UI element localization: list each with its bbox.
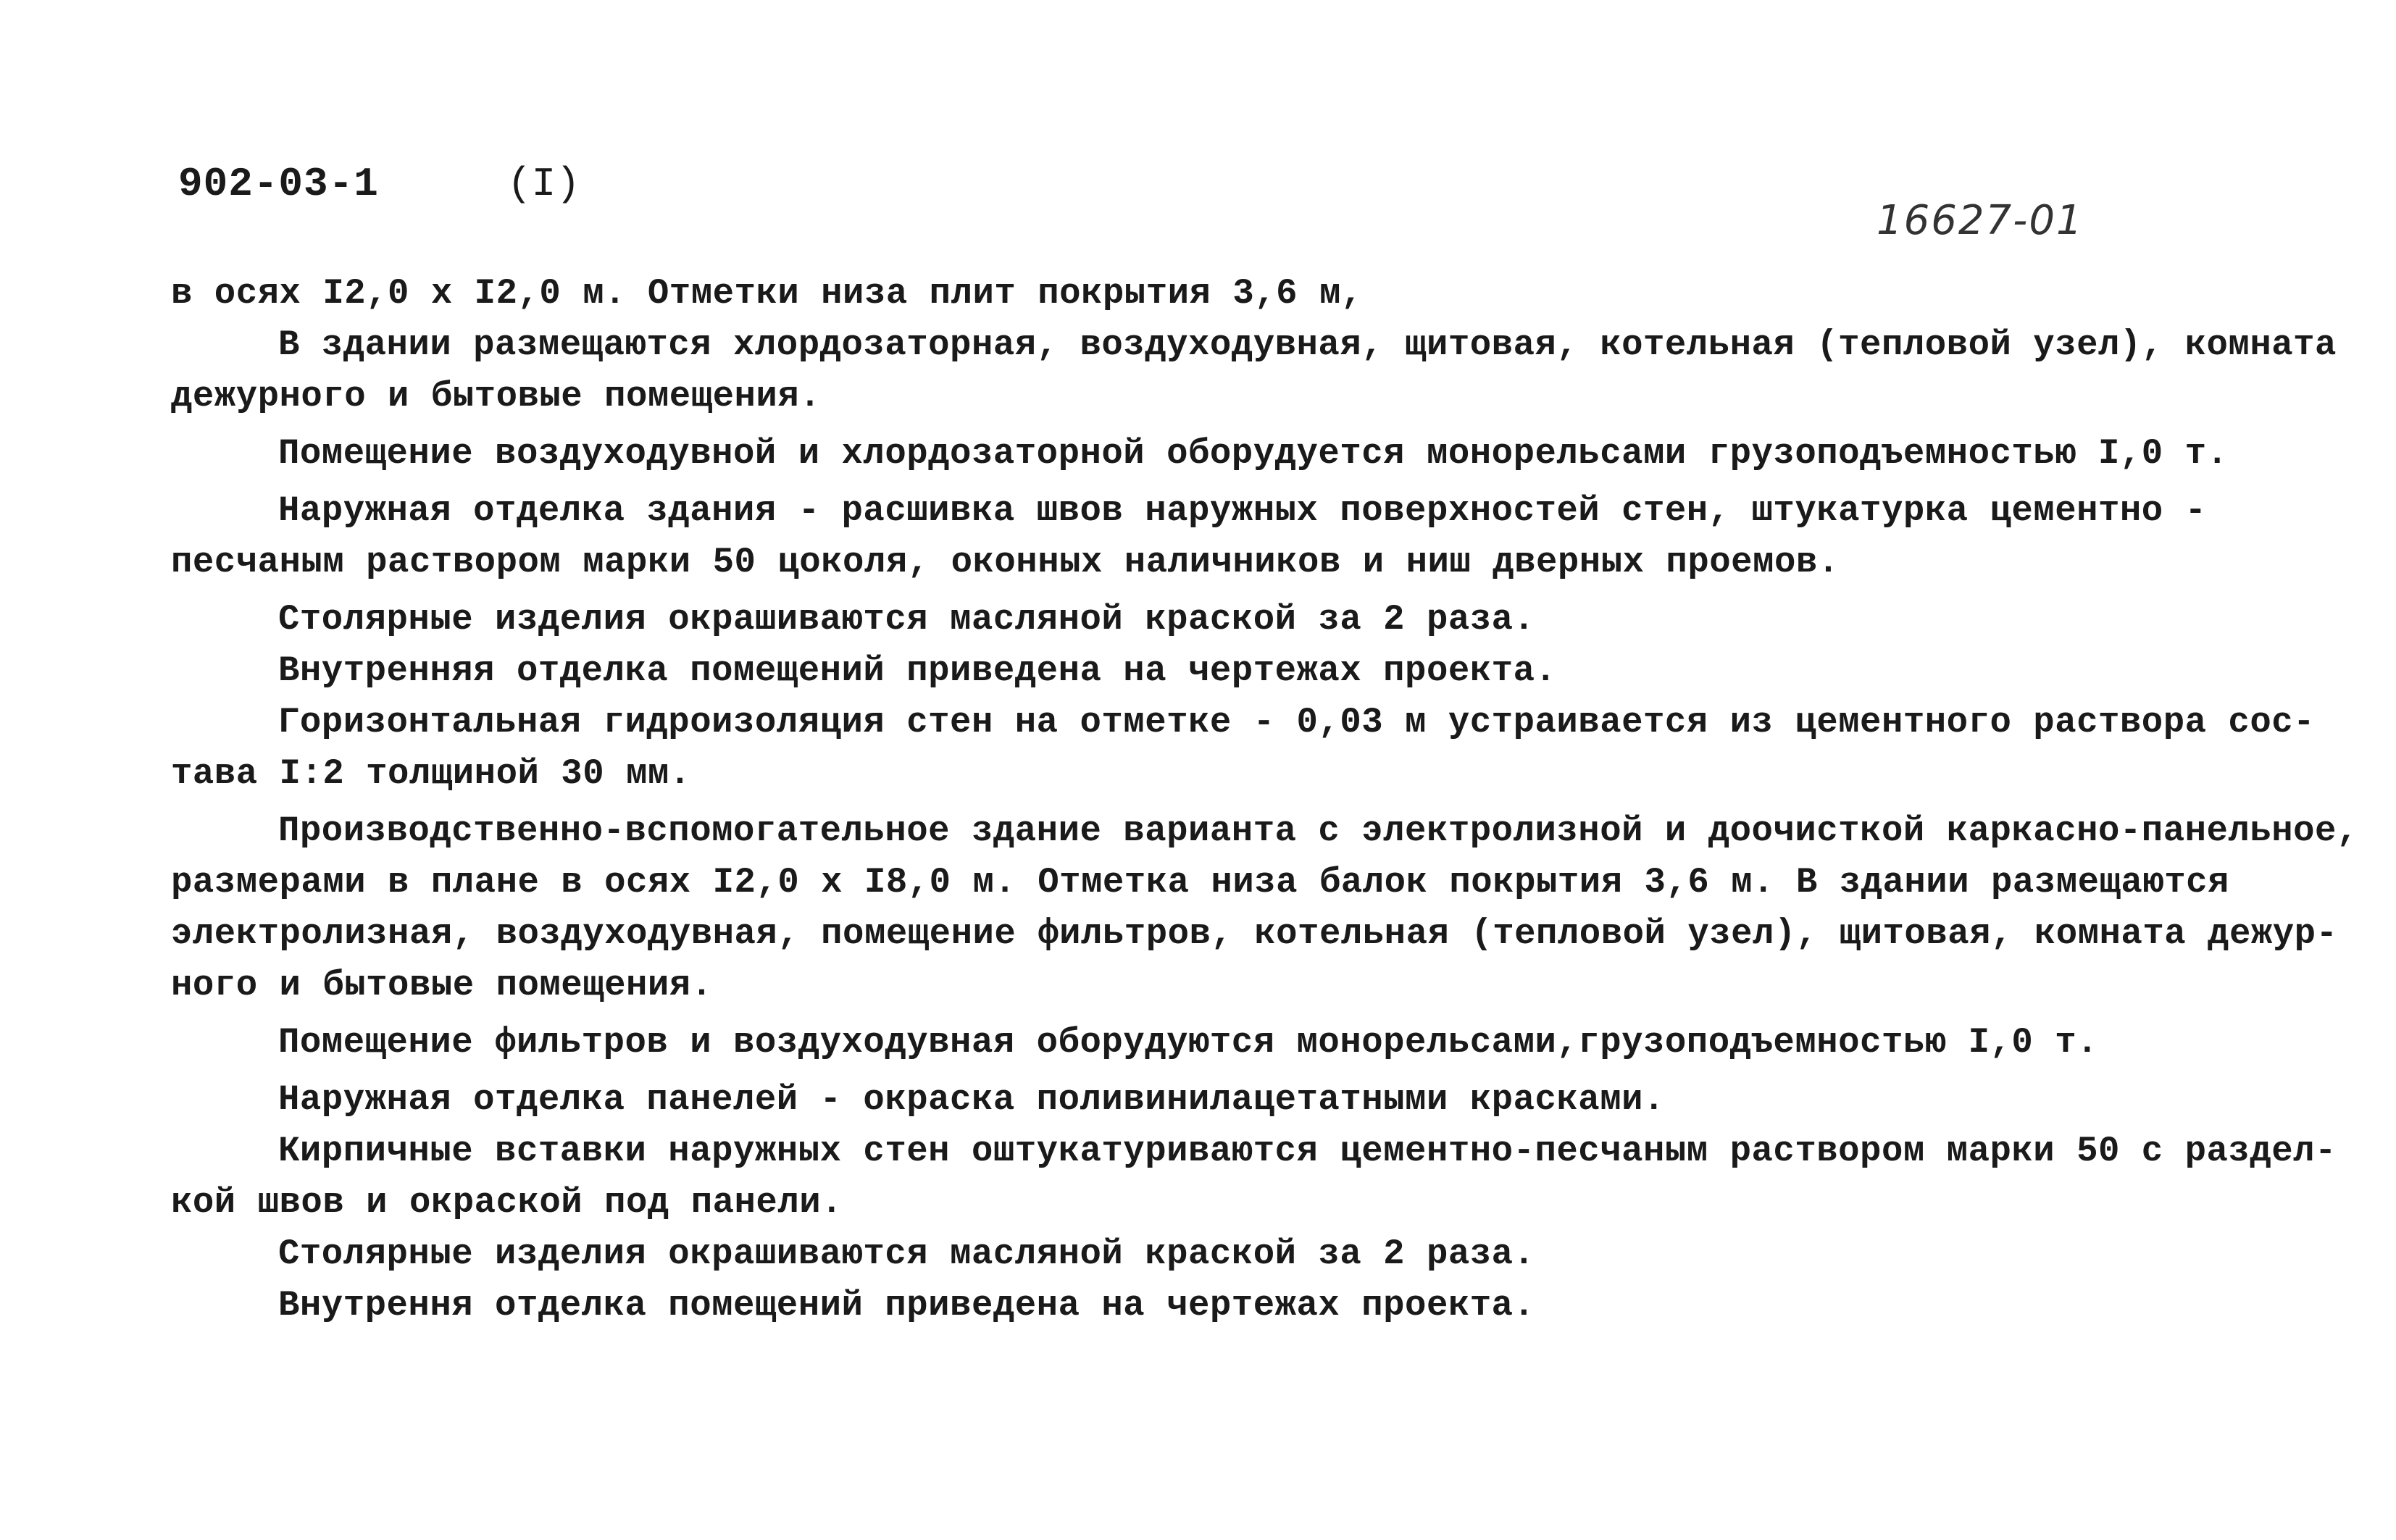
text-line: Внутренняя отделка помещений приведена на чертежах проекта.: [278, 650, 1557, 691]
text-line: электролизная, воздуходувная, помещение фильтров, котельная (тепловой узел), щитовая, комната дежур-: [171, 913, 2338, 954]
document-code: 902-03-1: [178, 161, 379, 207]
text-line: кой швов и окраской под панели.: [171, 1182, 843, 1223]
text-line: Наружная отделка панелей - окраска поливинилацетатными красками.: [278, 1079, 1665, 1120]
text-line: размерами в плане в осях I2,0 х I8,0 м. Отметка низа балок покрытия 3,6 м. В здании размещаются: [171, 862, 2229, 903]
text-line: дежурного и бытовые помещения.: [171, 376, 822, 417]
section-number: (I): [507, 161, 580, 207]
text-line: Помещение воздуходувной и хлордозаторной оборудуется монорельсами грузоподъемностью I,0 т.: [278, 433, 2229, 474]
text-line: Горизонтальная гидроизоляция стен на отметке - 0,03 м устраивается из цементного раствора сос-: [278, 702, 2316, 742]
text-line: Столярные изделия окрашиваются масляной краской за 2 раза.: [278, 1234, 1535, 1274]
text-line: тава I:2 толщиной 30 мм.: [171, 753, 691, 794]
text-line: Столярные изделия окрашиваются масляной краской за 2 раза.: [278, 599, 1535, 640]
text-line: ного и бытовые помещения.: [171, 965, 713, 1005]
document-body: [171, 268, 2358, 1331]
inventory-number: 16627-01: [1877, 197, 2084, 244]
text-line: в осях I2,0 х I2,0 м. Отметки низа плит покрытия 3,6 м,: [171, 273, 1363, 314]
text-line: Помещение фильтров и воздуходувная оборудуются монорельсами,грузоподъемностью I,0 т.: [278, 1022, 2099, 1063]
text-line: Кирпичные вставки наружных стен оштукатуриваются цементно-песчаным раствором марки 50 с раздел-: [278, 1131, 2337, 1171]
text-line: песчаным раствором марки 50 цоколя, оконных наличников и ниш дверных проемов.: [171, 542, 1840, 582]
text-line: Производственно-вспомогательное здание варианта с электролизной и доочисткой каркасно-панельное,: [278, 811, 2358, 851]
text-line: Наружная отделка здания - расшивка швов наружных поверхностей стен, штукатурка цементно -: [278, 490, 2207, 531]
text-line: Внутрення отделка помещений приведена на чертежах проекта.: [278, 1285, 1535, 1326]
text-line: В здании размещаются хлордозаторная, воздуходувная, щитовая, котельная (тепловой узел), комната: [278, 325, 2337, 365]
